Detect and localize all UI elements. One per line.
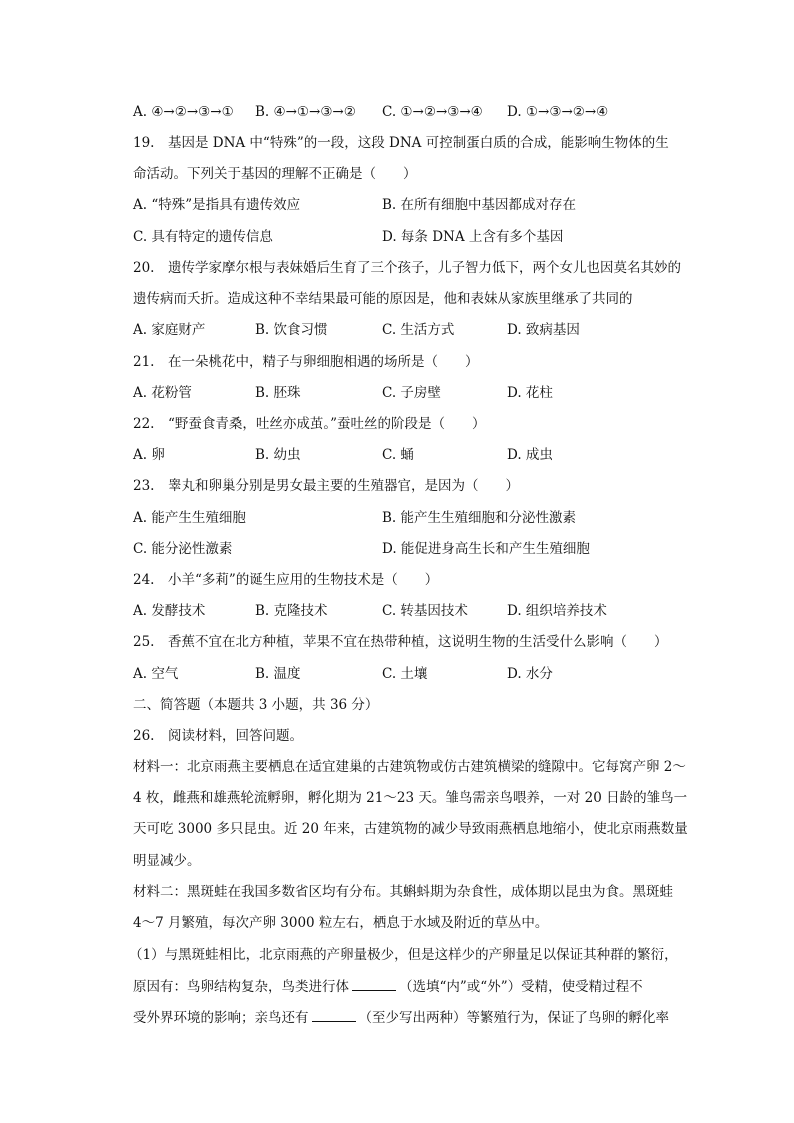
q23-option-d: D. 能促进身高生长和产生生殖细胞: [382, 541, 590, 557]
q26-sub1-line3-text-a: 受外界环境的影响；亲鸟还有: [133, 1010, 309, 1026]
q26-material2-line1: 材料二：黑斑蛙在我国多数省区均有分布。其蝌蚪期为杂食性，成体期以昆虫为食。黑斑蛙: [133, 884, 673, 900]
q24-option-b: B. 克隆技术: [255, 603, 328, 619]
q25-option-d: D. 水分: [507, 666, 553, 682]
q24-option-c: C. 转基因技术: [382, 603, 468, 619]
q18-option-b: B. ④→①→③→②: [255, 104, 356, 120]
q26-sub1-line3: [133, 1007, 669, 1028]
q21-option-b: B. 胚珠: [255, 385, 301, 401]
q18-option-a: A. ④→②→③→①: [133, 104, 234, 120]
q18-option-d: D. ①→③→②→④: [507, 104, 609, 120]
q26-material1-line2: 4 枚，雌燕和雄燕轮流孵卵，孵化期为 21～23 天。雏鸟需亲鸟喂养，一对 20 日龄的雏鸟一: [133, 790, 688, 806]
q18-option-c: C. ①→②→③→④: [382, 104, 483, 120]
q21-stem: 21. 在一朵桃花中，精子与卵细胞相遇的场所是（ ）: [133, 354, 479, 370]
q24-option-d: D. 组织培养技术: [507, 603, 607, 619]
q26-stem: 26. 阅读材料，回答问题。: [133, 728, 303, 744]
q26-material2-line2: 4～7 月繁殖，每次产卵 3000 粒左右，栖息于水域及附近的草丛中。: [133, 915, 549, 931]
q25-stem: 25. 香蕉不宜在北方种植，苹果不宜在热带种植，这说明生物的生活受什么影响（ ）: [133, 634, 668, 650]
q25-option-a: A. 空气: [133, 666, 179, 682]
q22-option-b: B. 幼虫: [255, 447, 301, 463]
q23-stem: 23. 睾丸和卵巢分别是男女最主要的生殖器官，是因为（ ）: [133, 478, 519, 494]
q20-option-b: B. 饮食习惯: [255, 322, 328, 338]
q22-stem: 22. “野蚕食青桑，吐丝亦成茧。”蚕吐丝的阶段是（ ）: [133, 416, 486, 432]
answer-blank-2[interactable]: [312, 1007, 356, 1022]
q25-option-c: C. 土壤: [382, 666, 428, 682]
q24-option-a: A. 发酵技术: [133, 603, 206, 619]
answer-blank-1[interactable]: [352, 976, 396, 991]
q22-option-a: A. 卵: [133, 447, 165, 463]
q26-material1-line4: 明显减少。: [133, 853, 201, 869]
q19-option-a: A. “特殊”是指具有遗传效应: [133, 197, 301, 213]
q22-option-d: D. 成虫: [507, 447, 553, 463]
q26-material1-line1: 材料一：北京雨燕主要栖息在适宜建巢的古建筑物或仿古建筑横梁的缝隙中。它每窝产卵 2～: [133, 759, 686, 775]
q26-sub1-line2: [133, 976, 643, 997]
q21-option-a: A. 花粉管: [133, 385, 192, 401]
q26-sub1-line2-text-b: （选填“内”或“外”）受精，使受精过程不: [399, 979, 643, 995]
q24-stem: 24. 小羊“多莉”的诞生应用的生物技术是（ ）: [133, 572, 439, 588]
q26-material1-line3: 天可吃 3000 多只昆虫。近 20 年来，古建筑物的减少导致雨燕栖息地缩小，使北京雨燕数量: [133, 821, 688, 837]
q23-option-c: C. 能分泌性激素: [133, 541, 233, 557]
q26-sub1-line2-text-a: 原因有：鸟卵结构复杂，鸟类进行体: [133, 979, 349, 995]
q26-sub1-line3-text-b: （至少写出两种）等繁殖行为，保证了鸟卵的孵化率: [358, 1010, 669, 1026]
q20-stem-line2: 遗传病而夭折。造成这种不幸结果最可能的原因是，他和表妹从家族里继承了共同的: [133, 291, 633, 307]
q21-option-c: C. 子房壁: [382, 385, 441, 401]
q19-option-b: B. 在所有细胞中基因都成对存在: [382, 197, 577, 213]
q22-option-c: C. 蛹: [382, 447, 414, 463]
q23-option-b: B. 能产生生殖细胞和分泌性激素: [382, 510, 577, 526]
q20-stem-line1: 20. 遗传学家摩尔根与表妹婚后生育了三个孩子，儿子智力低下，两个女儿也因莫名其妙的: [133, 260, 681, 276]
q25-option-b: B. 温度: [255, 666, 301, 682]
q19-option-d: D. 每条 DNA 上含有多个基因: [382, 229, 564, 245]
q19-stem-line1: 19. 基因是 DNA 中“特殊”的一段，这段 DNA 可控制蛋白质的合成，能影响生物体的生: [133, 135, 669, 151]
q21-option-d: D. 花柱: [507, 385, 553, 401]
q20-option-c: C. 生活方式: [382, 322, 455, 338]
q19-option-c: C. 具有特定的遗传信息: [133, 229, 273, 245]
q19-stem-line2: 命活动。下列关于基因的理解不正确是（ ）: [133, 166, 417, 182]
q20-option-d: D. 致病基因: [507, 322, 580, 338]
section2-title: 二、简答题（本题共 3 小题，共 36 分）: [133, 697, 379, 713]
q23-option-a: A. 能产生生殖细胞: [133, 510, 246, 526]
q20-option-a: A. 家庭财产: [133, 322, 206, 338]
q26-sub1-line1: （1）与黑斑蛙相比，北京雨燕的产卵量极少，但是这样少的产卵量足以保证其种群的繁衍，: [129, 947, 678, 963]
